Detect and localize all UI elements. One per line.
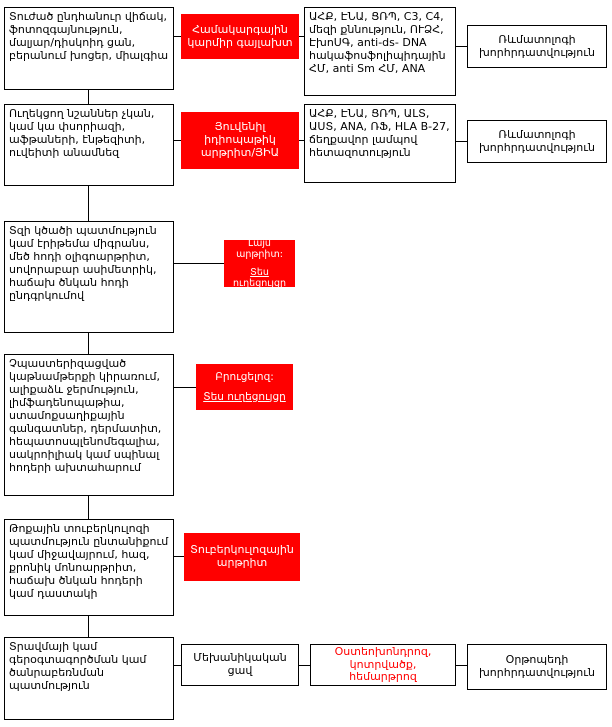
symptoms-box-brucellosis <box>4 354 174 496</box>
diagnosis-text-lyme: Լայմ արթրիտ: <box>236 237 283 260</box>
diagnosis-box-mechanical <box>310 644 456 686</box>
diagnosis-box-brucellosis <box>196 364 293 410</box>
symptoms-box-sle <box>4 7 174 90</box>
tests-text-jia: ԱՀՔ, ԷՆԱ, ՑՌՊ, ԱԼՏ, ԱՍՏ, ANA, ՌՖ, HLA B-27, ճեղքավոր լամպով հետազոտություն <box>309 107 450 159</box>
symptoms-text-lyme: Տզի կծածի պատմություն կամ էրիթեմա միգրանս, մեծ հոդի օլիգոարթրիտ, սովորաբար ասիմետրիկ, հաճախ ծնկան հոդի ընդգրկումով <box>9 224 157 302</box>
symptoms-text-sle: Տուժած ընդհանուր վիճակ, ֆոտոզգայնություն, մալյար/դիսկոիդ ցան, բերանում խոցեր, միալգիա <box>9 10 169 62</box>
referral-text-jia: Ռևմատոլոգի խորհրդատվություն <box>479 127 595 154</box>
referral-text-orthopedist: Օրթոպեդի խորհրդատվություն <box>479 653 595 679</box>
referral-box-orthopedist <box>467 644 607 690</box>
diagnosis-text-mechanical: Օստեոխոնդրոզ, կոտրվածք, հեմարթրոզ <box>334 644 432 684</box>
diagnosis-text-tb: Տուբերկուլոզային արթրիտ <box>190 543 294 569</box>
diagnosis-text-brucellosis: Բրուցելոզ: <box>215 371 274 384</box>
connector-line <box>456 665 467 666</box>
referral-text-sle: Ռևմատոլոգի խորհրդատվություն <box>479 32 595 59</box>
referral-box-sle <box>467 25 607 68</box>
connector-line <box>456 141 467 142</box>
symptoms-text-tb: Թոքային տուբերկուլոզի պատմություն ընտանիքում կամ միջավայրում, հազ, քրոնիկ մոնոարթրիտ, հաճախ ծնկան հոդերի կամ դաստակի <box>9 522 169 600</box>
connector-line <box>88 496 89 519</box>
connector-line <box>174 387 196 388</box>
connector-line <box>174 263 224 264</box>
connector-line <box>299 36 304 37</box>
symptoms-text-brucellosis: Չպաստերիզացված կաթնամթերքի կիրառում, ալիքաձև ջերմություն, լիմֆադենոպաթիա, ստամոքսաղիքային գանգատներ, դերմատիտ, հեպատոսպլենոմեգալիա, սակրոիլիակ կամ սպինալ հոդերի ախտահարում <box>9 357 162 474</box>
tests-text-sle: ԱՀՔ, ԷՆԱ, ՑՌՊ, C3, C4, մեզի քննություն, ՈՒՁՀ, ԷխոՍԳ, anti-ds- DNA հակաֆոսֆոլիպիդային ՀՄ, anti Sm ՀՄ, ANA <box>309 10 446 75</box>
tests-box-sle <box>304 7 456 96</box>
connector-line <box>299 140 304 141</box>
symptoms-box-tb <box>4 519 174 616</box>
diagnosis-text-jia: Յուվենիլ իդիոպաթիկ արթրիտ/ՅԻԱ <box>200 120 280 159</box>
connector-line <box>174 665 181 666</box>
symptoms-text-mechanical: Տրավմայի կամ գերօգտագործման կամ ծանրաբեռնման պատմություն <box>9 640 147 692</box>
diagnosis-box-sle <box>181 14 299 59</box>
connector-line <box>88 333 89 354</box>
diagnosis-box-jia <box>181 112 299 169</box>
connector-line <box>456 46 467 47</box>
diagnosis-box-tb <box>184 533 300 581</box>
tests-box-jia <box>304 104 456 183</box>
connector-line <box>88 616 89 637</box>
diagnosis-text-sle: Համակարգային կարմիր գայլախտ <box>187 22 293 49</box>
connector-line <box>299 665 310 666</box>
connector-line <box>174 556 184 557</box>
guideline-link-brucellosis[interactable]: Տես ուղեցույցը <box>203 390 286 403</box>
connector-line <box>174 36 181 37</box>
symptoms-box-mechanical <box>4 637 174 720</box>
guideline-link-lyme[interactable]: Տես ուղեցույցը <box>233 267 286 290</box>
referral-box-jia <box>467 120 607 163</box>
symptoms-box-lyme <box>4 221 174 333</box>
category-box-mechanical-pain <box>181 644 299 686</box>
connector-line <box>174 140 181 141</box>
connector-line <box>88 90 89 104</box>
connector-line <box>88 186 89 221</box>
diagnosis-box-lyme <box>224 237 295 290</box>
symptoms-box-jia <box>4 104 174 186</box>
category-text-mechanical-pain: Մեխանիկական ցավ <box>193 651 287 677</box>
symptoms-text-jia: Ուղեկցող նշաններ չկան, կամ կա փսորիազի, աֆթաների, էնթեզիտի, ուվեիտի անամնեզ <box>9 107 155 159</box>
